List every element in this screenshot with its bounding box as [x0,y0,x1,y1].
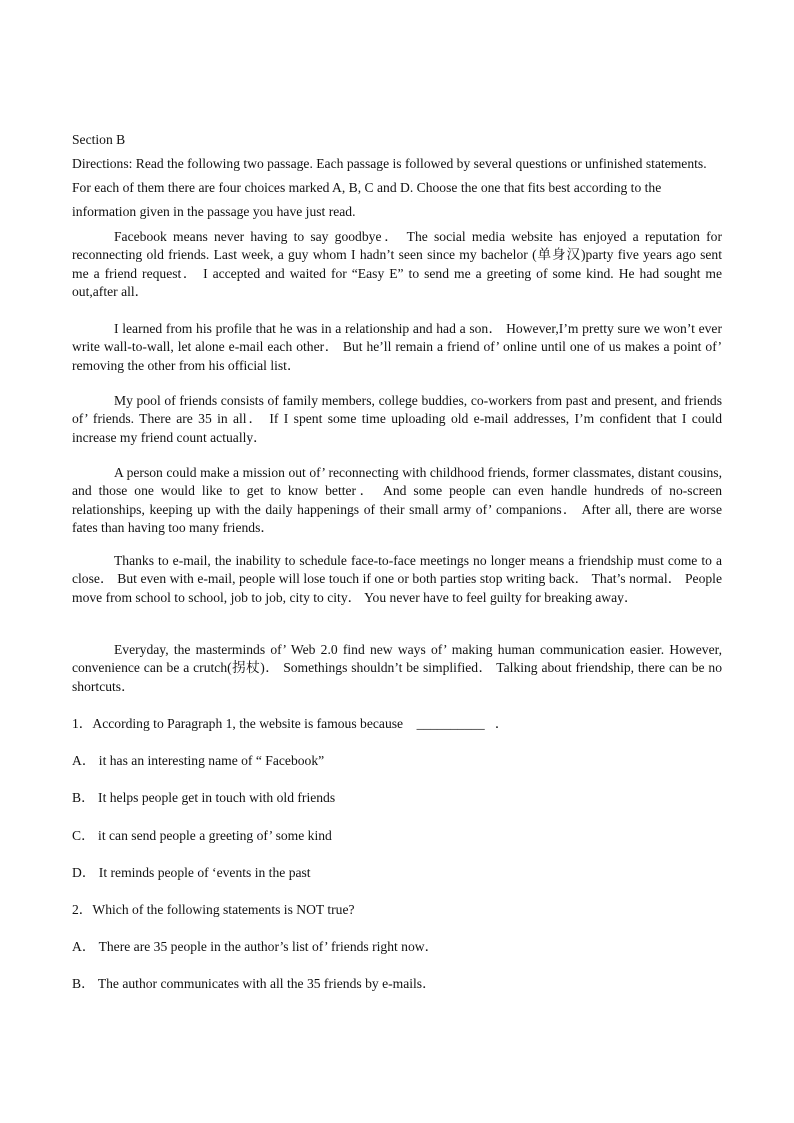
option-2b: B． The author communicates with all the 35 friends by e-mails． [72,976,436,991]
option-2a: A． There are 35 people in the author’s list of’ friends right now． [72,939,439,954]
directions: Directions: Read the following two passage. Each passage is followed by several questions or unfinished statements. For each of them there are four choices marked A, B, C and D. Choose the one that fits best according to the information given in the passage you have just read. [72,156,707,219]
paragraph-4: A person could make a mission out of’ reconnecting with childhood friends, former classmates, distant cousins, and those one would like to get to know better． And some people can even handle hundreds of no-screen relationships, keeping up with the daily happenings of their small army of’ companions． After all, there are worse fates than having too many friends． [72,465,722,535]
option-1b: B． It helps people get in touch with old friends [72,790,336,805]
section-title: Section B [72,132,126,147]
paragraph-5: Thanks to e-mail, the inability to schedule face-to-face meetings no longer means a friendship must come to a close． But even with e-mail, people will lose touch if one or both parties stop writing back． That’s normal． People move from school to school, job to job, city to city． You never have to feel guilty for breaking away． [72,553,722,605]
paragraph-6: Everyday, the masterminds of’ Web 2.0 find new ways of’ making human communication easier. However, convenience can be a crutch(拐杖)． Somethings shouldn’t be simplified． Talking about friendship, there can be no shortcuts． [72,642,722,694]
option-1c: C． it can send people a greeting of’ some kind [72,828,332,843]
paragraph-1: Facebook means never having to say goodbye． The social media website has enjoyed a reputation for reconnecting old friends. Last week, a guy whom I hadn’t seen since my bachelor (单身汉)party five years ago sent me a friend request． I accepted and waited for “Easy E” to send me a greeting of some kind. He had sought me out,after all． [72,229,722,299]
question-1: 1．According to Paragraph 1, the website is famous because __________ ． [72,716,509,731]
paragraph-3: My pool of friends consists of family members, college buddies, co-workers from past and present, and friends of’ friends. There are 35 in all． If I spent some time uploading old e-mail addresses, I’m confident that I could increase my friend count actually． [72,393,722,445]
question-2: 2．Which of the following statements is NOT true? [72,902,355,917]
option-1a: A． it has an interesting name of “ Facebook” [72,753,325,768]
paragraph-2: I learned from his profile that he was in a relationship and had a son． However,I’m pretty sure we won’t ever write wall-to-wall, let alone e-mail each other． But he’ll remain a friend of’ online until one of us makes a point of’ removing the other from his official list． [72,321,722,373]
option-1d: D． It reminds people of ‘events in the past [72,865,311,880]
